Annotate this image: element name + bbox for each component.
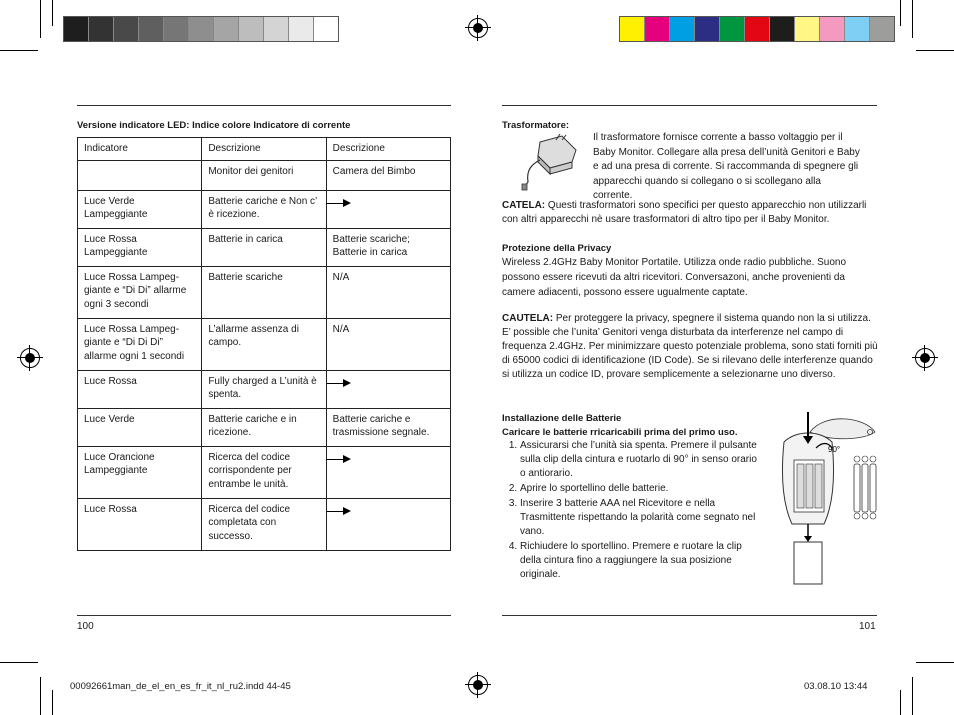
swatch xyxy=(289,17,314,41)
top-rule-right xyxy=(502,105,877,106)
registration-mark-icon xyxy=(915,348,935,368)
table-cell: Luce Verde xyxy=(78,408,202,446)
swatch xyxy=(239,17,264,41)
swatch xyxy=(189,17,214,41)
swatch xyxy=(89,17,114,41)
registration-mark-icon xyxy=(468,675,488,695)
privacy-text: Wireless 2.4GHz Baby Monitor Portatile. Utilizza onde radio pubbliche. Suono possono essere ricevuti da altri ricevitori. Conversazoni, anche provenienti da camere adiacenti, possono essere ugualmente captate. xyxy=(502,257,847,298)
table-cell: Ricerca del codice completata con successo. xyxy=(202,498,326,550)
crop-mark xyxy=(912,0,913,38)
swatch xyxy=(114,17,139,41)
table-cell: Descrizione xyxy=(326,138,450,161)
table-row xyxy=(78,408,451,446)
indicator-table xyxy=(77,137,451,551)
swatch xyxy=(670,17,695,41)
swatch xyxy=(770,17,795,41)
swatch xyxy=(745,17,770,41)
battery-step: 3. Inserire 3 batterie AAA nel Ricevitore e nella Trasmittente rispettando la polarità come segnato nel vano. xyxy=(520,497,757,539)
table-cell: L’allarme assenza di campo. xyxy=(202,318,326,370)
swatch xyxy=(820,17,845,41)
footer-date: 03.08.10 13:44 xyxy=(804,681,868,692)
arrow-right-icon xyxy=(327,459,349,460)
arrow-right-icon xyxy=(327,383,349,384)
batterie-subtitle: Caricare le batterie rricaricabili prima del primo uso. xyxy=(502,427,738,438)
table-cell: Batterie cariche e Non c’ è ricezione. xyxy=(202,190,326,228)
power-adapter-illustration xyxy=(512,132,584,192)
swatch xyxy=(264,17,289,41)
cautela-text: Per proteggere la privacy, spegnere il sistema quando non la si utilizza. E’ possible che l’unita’ Genitori venga disturbata da interferenze nel campo di frequenza 2.4GHz. Per minimizzare questo potenziale problema, sono stati forniti più di 65000 codici di identificazione (ID Code). Se si rilevano delle interferenze quando si utilizza un codice ID, provare semplicemente a selezionarne uno diverso. xyxy=(502,313,878,380)
swatch xyxy=(795,17,820,41)
swatch xyxy=(164,17,189,41)
table-cell xyxy=(326,370,450,408)
swatch xyxy=(720,17,745,41)
table-cell: Luce Rossa xyxy=(78,370,202,408)
crop-mark xyxy=(0,662,38,663)
table-row xyxy=(78,138,451,161)
table-row xyxy=(78,318,451,370)
swatch xyxy=(645,17,670,41)
table-cell: Batterie cariche e in ricezione. xyxy=(202,408,326,446)
table-cell: Luce Rossa Lampeg-giante e “Di Di” allarme ogni 3 secondi xyxy=(78,266,202,318)
cautela-paragraph xyxy=(502,312,878,382)
table-row xyxy=(78,190,451,228)
table-cell: Batterie cariche e trasmissione segnale. xyxy=(326,408,450,446)
table-cell xyxy=(326,446,450,498)
table-cell: N/A xyxy=(326,318,450,370)
swatch xyxy=(845,17,870,41)
table-cell: Ricerca del codice corrispondente per entrambe le unità. xyxy=(202,446,326,498)
registration-mark-icon xyxy=(468,18,488,38)
battery-step: 2. Aprire lo sportellino delle batterie. xyxy=(520,482,757,496)
table-heading: Versione indicatore LED: Indice colore Indicatore di corrente xyxy=(77,120,351,131)
bottom-rule-right xyxy=(502,615,877,616)
table-cell: Luce Rossa xyxy=(78,498,202,550)
table-row xyxy=(78,370,451,408)
table-row xyxy=(78,228,451,266)
table-cell: Indicatore xyxy=(78,138,202,161)
table-cell xyxy=(78,160,202,190)
registration-mark-icon xyxy=(20,348,40,368)
crop-mark xyxy=(900,690,901,715)
swatch xyxy=(139,17,164,41)
page-number-right: 101 xyxy=(859,621,876,632)
arrow-right-icon xyxy=(327,203,349,204)
table-cell: Luce Orancione Lampeggiante xyxy=(78,446,202,498)
swatch xyxy=(64,17,89,41)
crop-mark xyxy=(52,690,53,715)
crop-mark xyxy=(900,0,901,26)
table-row xyxy=(78,498,451,550)
table-cell: Camera del Bimbo xyxy=(326,160,450,190)
crop-mark xyxy=(912,677,913,715)
swatch xyxy=(214,17,239,41)
crop-mark xyxy=(916,662,954,663)
bottom-rule-left xyxy=(77,615,451,616)
table-row xyxy=(78,266,451,318)
battery-steps xyxy=(502,439,757,583)
swatch xyxy=(620,17,645,41)
table-cell xyxy=(326,498,450,550)
table-row xyxy=(78,446,451,498)
trasformatore-title: Trasformatore: xyxy=(502,120,570,131)
catela-text: Questi trasformatori sono specifici per questo apparecchio non utilizzarli con altri apparecchi nè usare trasformatori di altro tipo per il Baby Monitor. xyxy=(502,200,867,225)
privacy-title: Protezione della Privacy xyxy=(502,243,612,254)
table-cell xyxy=(326,190,450,228)
footer-filename: 00092661man_de_el_en_es_fr_it_nl_ru2.indd 44-45 xyxy=(70,681,291,692)
cautela-label: CAUTELA: xyxy=(502,313,554,324)
table-row xyxy=(78,160,451,190)
table-cell: Batterie in carica xyxy=(202,228,326,266)
page-number-left: 100 xyxy=(77,621,94,632)
crop-mark xyxy=(52,0,53,26)
top-rule-left xyxy=(77,105,451,106)
crop-mark xyxy=(40,0,41,38)
swatch xyxy=(314,17,338,41)
crop-mark xyxy=(916,50,954,51)
table-cell: Monitor dei genitori xyxy=(202,160,326,190)
trasformatore-text: Il trasformatore fornisce corrente a basso voltaggio per il Baby Monitor. Collegare alla presa dell’unità Genitori e Baby e ad una presa di corrente. Si raccommanda di spegnere gli apparecchi quando si collegano o si scollegano alla corrente. xyxy=(593,132,860,201)
swatch xyxy=(870,17,894,41)
batterie-title: Installazione delle Batterie xyxy=(502,413,622,424)
grayscale-swatches xyxy=(63,16,339,42)
swatch xyxy=(695,17,720,41)
catela-label: CATELA: xyxy=(502,200,546,211)
catela-paragraph xyxy=(502,199,878,227)
arrow-right-icon xyxy=(327,511,349,512)
table-cell: Batterie scariche; Batterie in carica xyxy=(326,228,450,266)
table-cell: N/A xyxy=(326,266,450,318)
battery-installation-illustration xyxy=(770,412,882,587)
table-cell: Luce Rossa Lampeggiante xyxy=(78,228,202,266)
crop-mark xyxy=(40,677,41,715)
angle-label: 90° xyxy=(828,445,841,454)
crop-mark xyxy=(0,50,38,51)
battery-step: 1. Assicurarsi che l’unità sia spenta. Premere il pulsante sulla clip della cintura e ruotarlo di 90° in senso orario o antiorario. xyxy=(520,439,757,481)
table-cell: Luce Verde Lampeggiante xyxy=(78,190,202,228)
table-cell: Batterie scariche xyxy=(202,266,326,318)
table-cell: Descrizione xyxy=(202,138,326,161)
battery-step: 4. Richiudere lo sportellino. Premere e ruotare la clip della cintura fino a raggiungere la sua posizione originale. xyxy=(520,540,757,582)
table-cell: Luce Rossa Lampeg-giante e “Di Di Di” allarme ogni 1 secondi xyxy=(78,318,202,370)
color-swatches xyxy=(619,16,895,42)
table-cell: Fully charged a L’unità è spenta. xyxy=(202,370,326,408)
